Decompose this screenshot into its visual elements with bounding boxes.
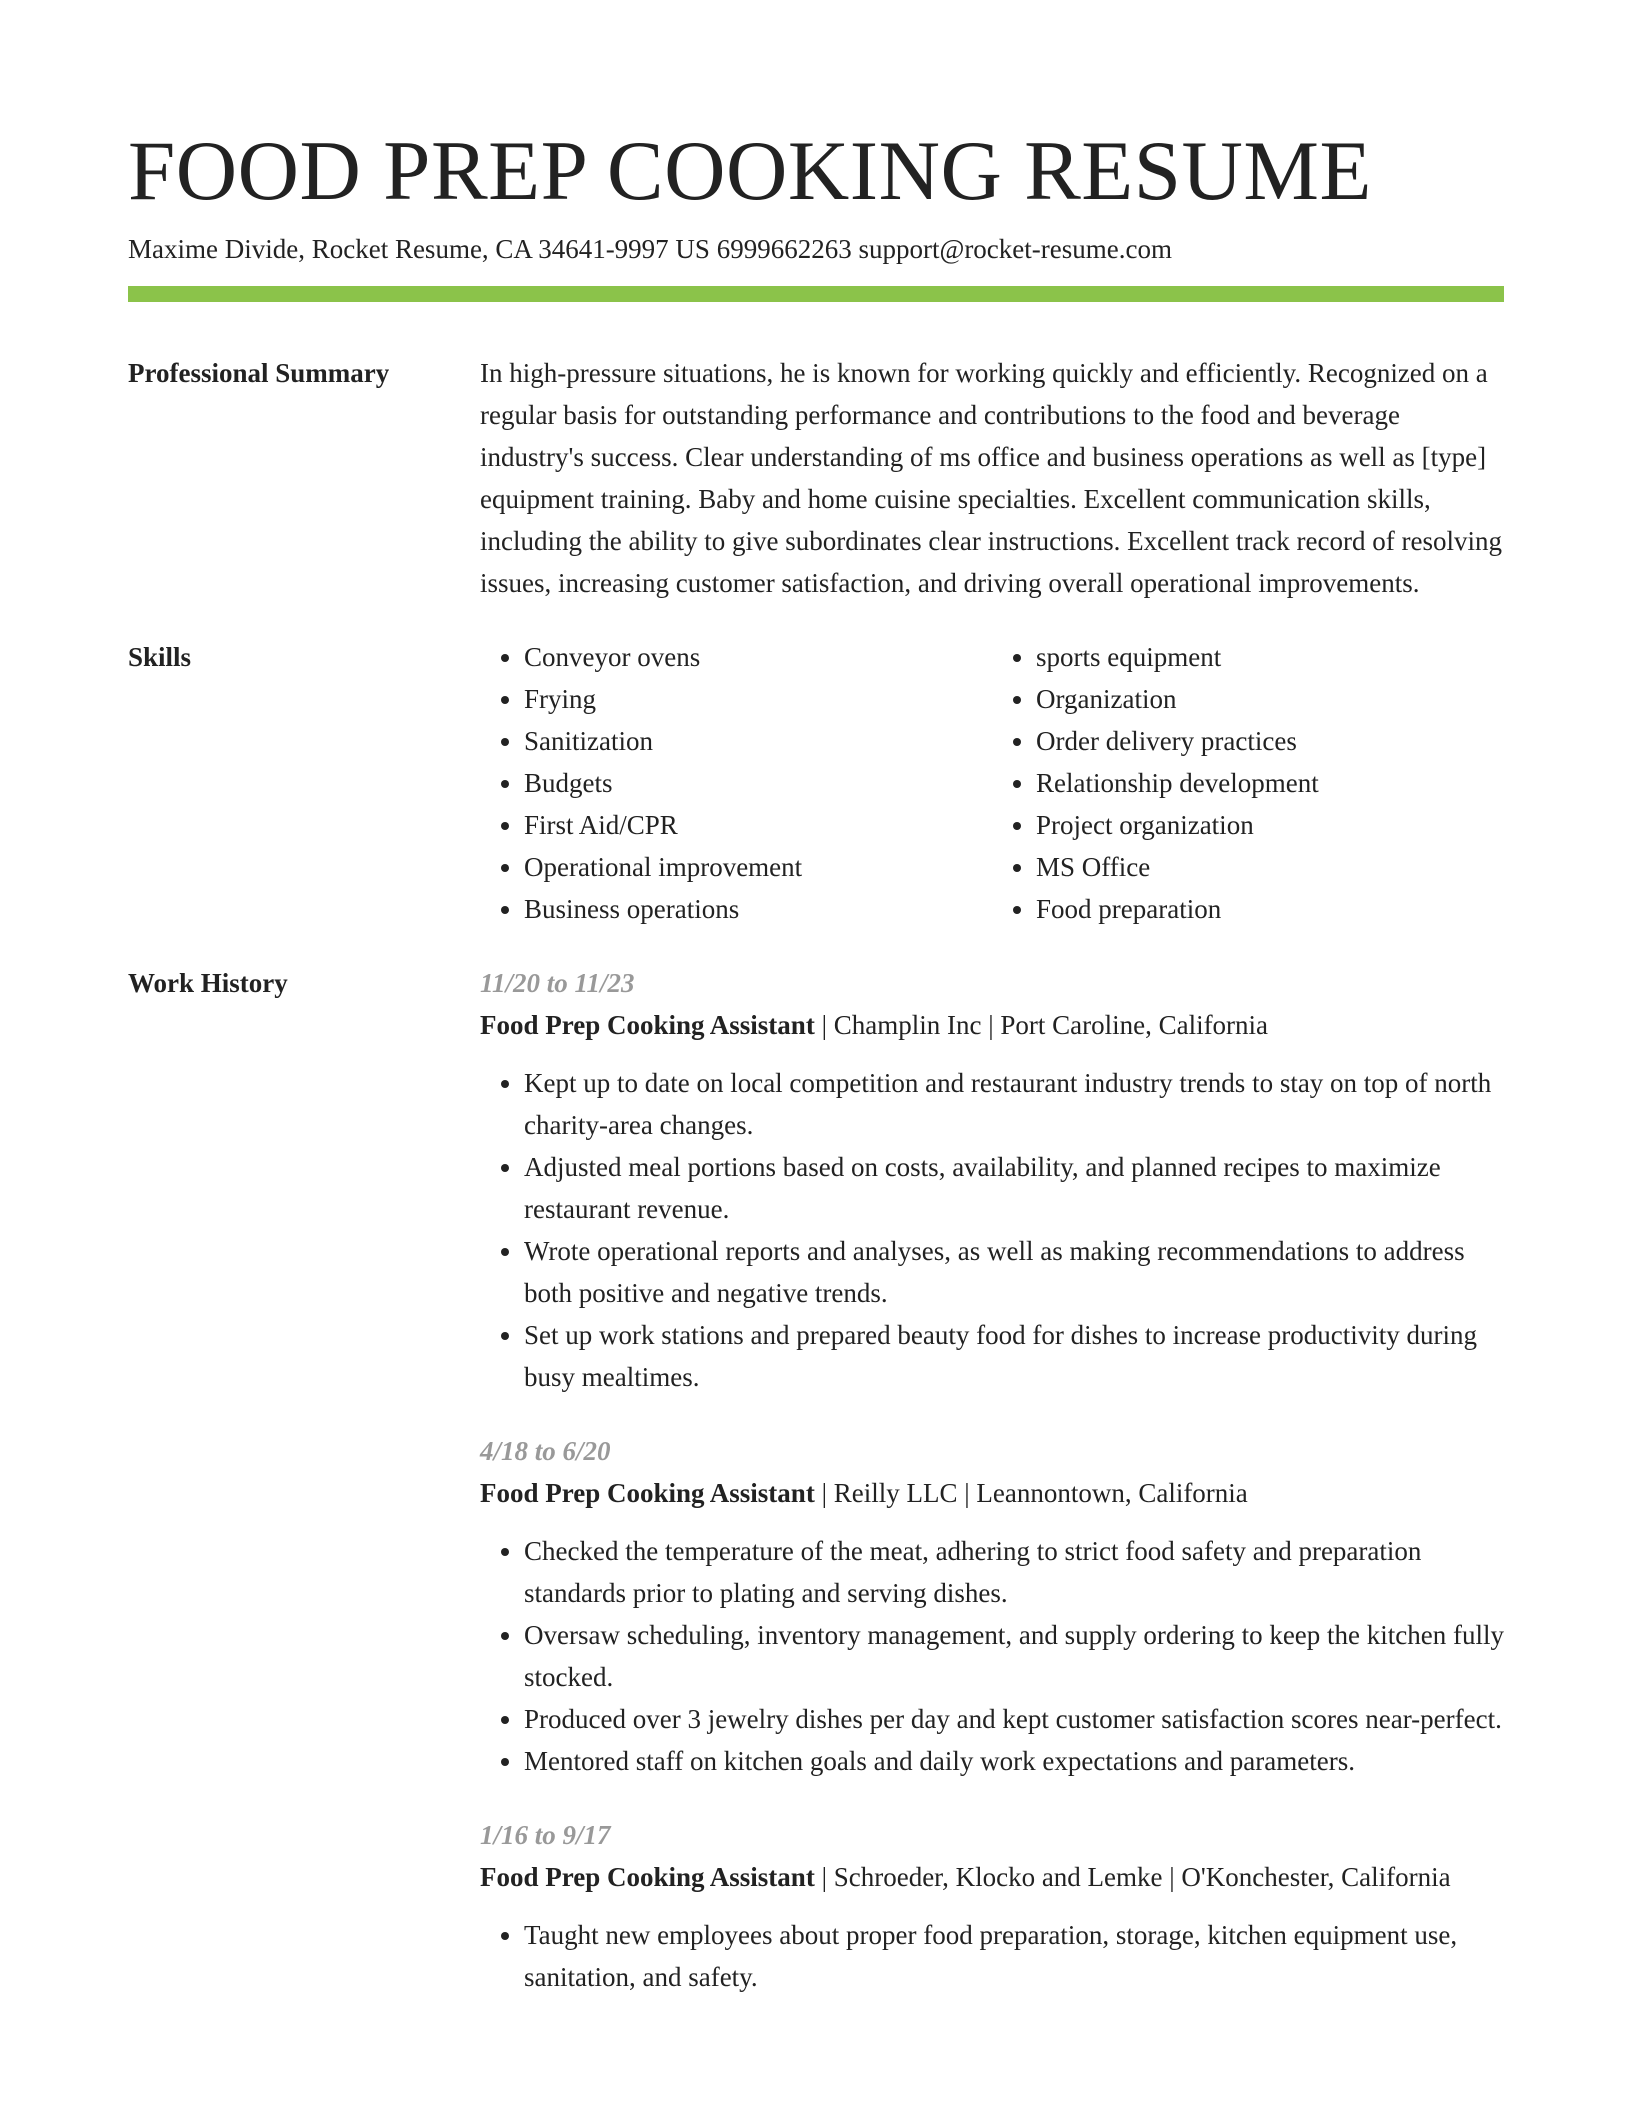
job-entry [480,1430,1504,1782]
skill-item: • Operational improvement [524,846,992,888]
job-bullets [480,1062,1504,1398]
job-bullet: • Wrote operational reports and analyses, as well as making recommendations to address both positive and negative trends. [524,1230,1504,1314]
job-bullet: • Checked the temperature of the meat, adhering to strict food safety and preparation standards prior to plating and serving dishes. [524,1530,1504,1614]
resume-page [128,0,1504,2030]
skills-list-right [992,636,1504,930]
skill-item: • First Aid/CPR [524,804,992,846]
skill-item: • Project organization [1036,804,1504,846]
skill-item: • Frying [524,678,992,720]
job-entry [480,1814,1504,1998]
job-bullet: • Oversaw scheduling, inventory management, and supply ordering to keep the kitchen fully stocked. [524,1614,1504,1698]
skills-list-left [480,636,992,930]
section-label-work: Work History [128,968,288,998]
skill-item: • Sanitization [524,720,992,762]
job-dates: 4/18 to 6/20 [480,1436,611,1466]
job-company-location: | Champlin Inc | Port Caroline, California [814,1010,1269,1040]
job-company-location: | Reilly LLC | Leannontown, California [814,1478,1248,1508]
job-heading [480,1472,1504,1514]
work-history-section [128,962,1504,2030]
job-bullet: • Adjusted meal portions based on costs, availability, and planned recipes to maximize restaurant revenue. [524,1146,1504,1230]
job-bullet: • Produced over 3 jewelry dishes per day and kept customer satisfaction scores near-perfect. [524,1698,1504,1740]
job-entry [480,962,1504,1398]
job-title: Food Prep Cooking Assistant [480,1478,815,1508]
section-label-summary: Professional Summary [128,358,390,388]
job-title: Food Prep Cooking Assistant [480,1862,815,1892]
job-bullet: • Set up work stations and prepared beauty food for dishes to increase productivity during busy mealtimes. [524,1314,1504,1398]
professional-summary-section [128,352,1504,604]
job-title: Food Prep Cooking Assistant [480,1010,815,1040]
skill-item: • MS Office [1036,846,1504,888]
job-bullets [480,1914,1504,1998]
skill-item: • Organization [1036,678,1504,720]
skill-item: • Food preparation [1036,888,1504,930]
job-heading [480,1004,1504,1046]
skill-item: • Order delivery practices [1036,720,1504,762]
skill-item: • Business operations [524,888,992,930]
job-bullets [480,1530,1504,1782]
resume-title: FOOD PREP COOKING RESUME [128,124,1372,218]
accent-divider [128,286,1504,302]
job-bullet: • Taught new employees about proper food preparation, storage, kitchen equipment use, sanitation, and safety. [524,1914,1504,1998]
skills-section [128,636,1504,930]
job-dates: 11/20 to 11/23 [480,968,635,998]
job-bullet: • Kept up to date on local competition and restaurant industry trends to stay on top of north charity-area changes. [524,1062,1504,1146]
section-label-skills: Skills [128,642,192,672]
contact-info: Maxime Divide, Rocket Resume, CA 34641-9997 US 6999662263 support@rocket-resume.com [128,234,1172,264]
job-heading [480,1856,1504,1898]
job-company-location: | Schroeder, Klocko and Lemke | O'Konchester, California [814,1862,1451,1892]
job-dates: 1/16 to 9/17 [480,1820,611,1850]
skill-item: • Relationship development [1036,762,1504,804]
summary-text: In high-pressure situations, he is known for working quickly and efficiently. Recognized on a regular basis for outstanding performance and contributions to the food and beverage industry's success. Clear understanding of ms office and business operations as well as [type] equipment training. Baby and home cuisine specialties. Excellent communication skills, including the ability to give subordinates clear instructions. Excellent track record of resolving issues, increasing customer satisfaction, and driving overall operational improvements. [480,358,1502,598]
skill-item: • Budgets [524,762,992,804]
skill-item: • Conveyor ovens [524,636,992,678]
skill-item: • sports equipment [1036,636,1504,678]
job-bullet: • Mentored staff on kitchen goals and daily work expectations and parameters. [524,1740,1504,1782]
